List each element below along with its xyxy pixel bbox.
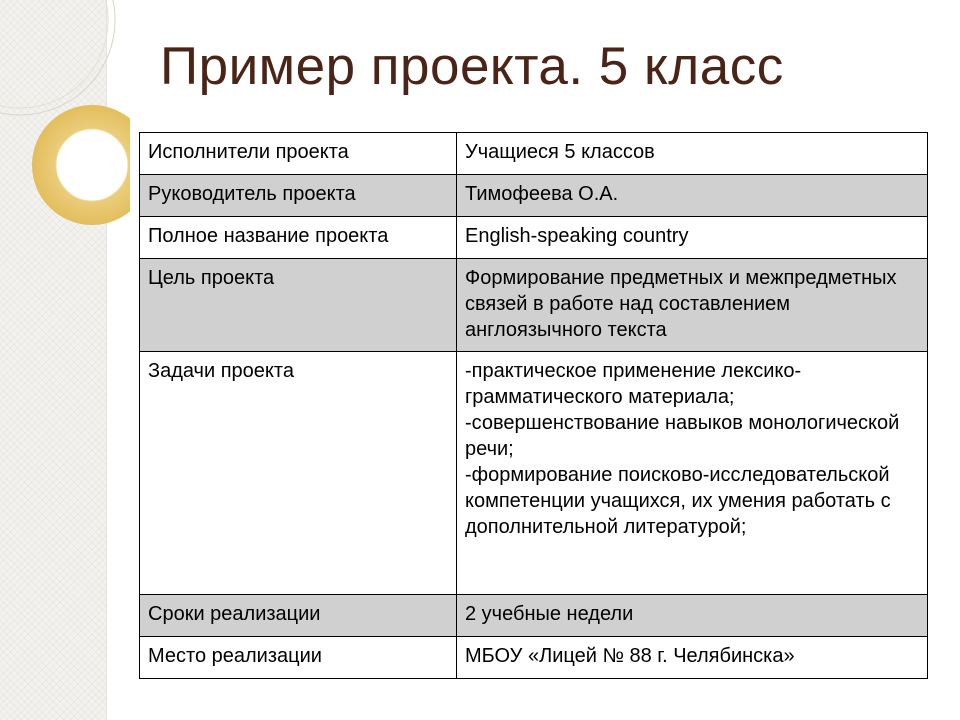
row-label: Полное название проекта (140, 217, 457, 259)
row-label: Исполнители проекта (140, 133, 457, 175)
slide-title: Пример проекта. 5 класс (160, 37, 784, 96)
table-row (140, 595, 928, 637)
decorative-rings (0, 0, 130, 260)
row-label: Цель проекта (140, 259, 457, 352)
task-item: -практическое применение лексико-грамматического материала; (465, 360, 802, 408)
row-value: Тимофеева О.А. (457, 175, 928, 217)
row-label: Руководитель проекта (140, 175, 457, 217)
row-label: Место реализации (140, 637, 457, 679)
row-value: Учащиеся 5 классов (457, 133, 928, 175)
table-row (140, 175, 928, 217)
table-row (140, 352, 928, 595)
table-row (140, 259, 928, 352)
row-label: Задачи проекта (140, 352, 457, 595)
task-item: -формирование поисково-исследовательской компетенции учащихся, их умения работать с дополнительной литературой; (465, 464, 891, 538)
row-value-list (457, 352, 928, 595)
table-row (140, 217, 928, 259)
row-value: МБОУ «Лицей № 88 г. Челябинска» (457, 637, 928, 679)
project-table (139, 132, 928, 679)
table-row (140, 133, 928, 175)
row-value: Формирование предметных и межпредметных связей в работе над составлением англоязычного текста (457, 259, 928, 352)
row-value: 2 учебные недели (457, 595, 928, 637)
row-label: Сроки реализации (140, 595, 457, 637)
row-value: English-speaking country (457, 217, 928, 259)
task-item: -совершенствование навыков монологической речи; (465, 412, 900, 460)
table-row (140, 637, 928, 679)
